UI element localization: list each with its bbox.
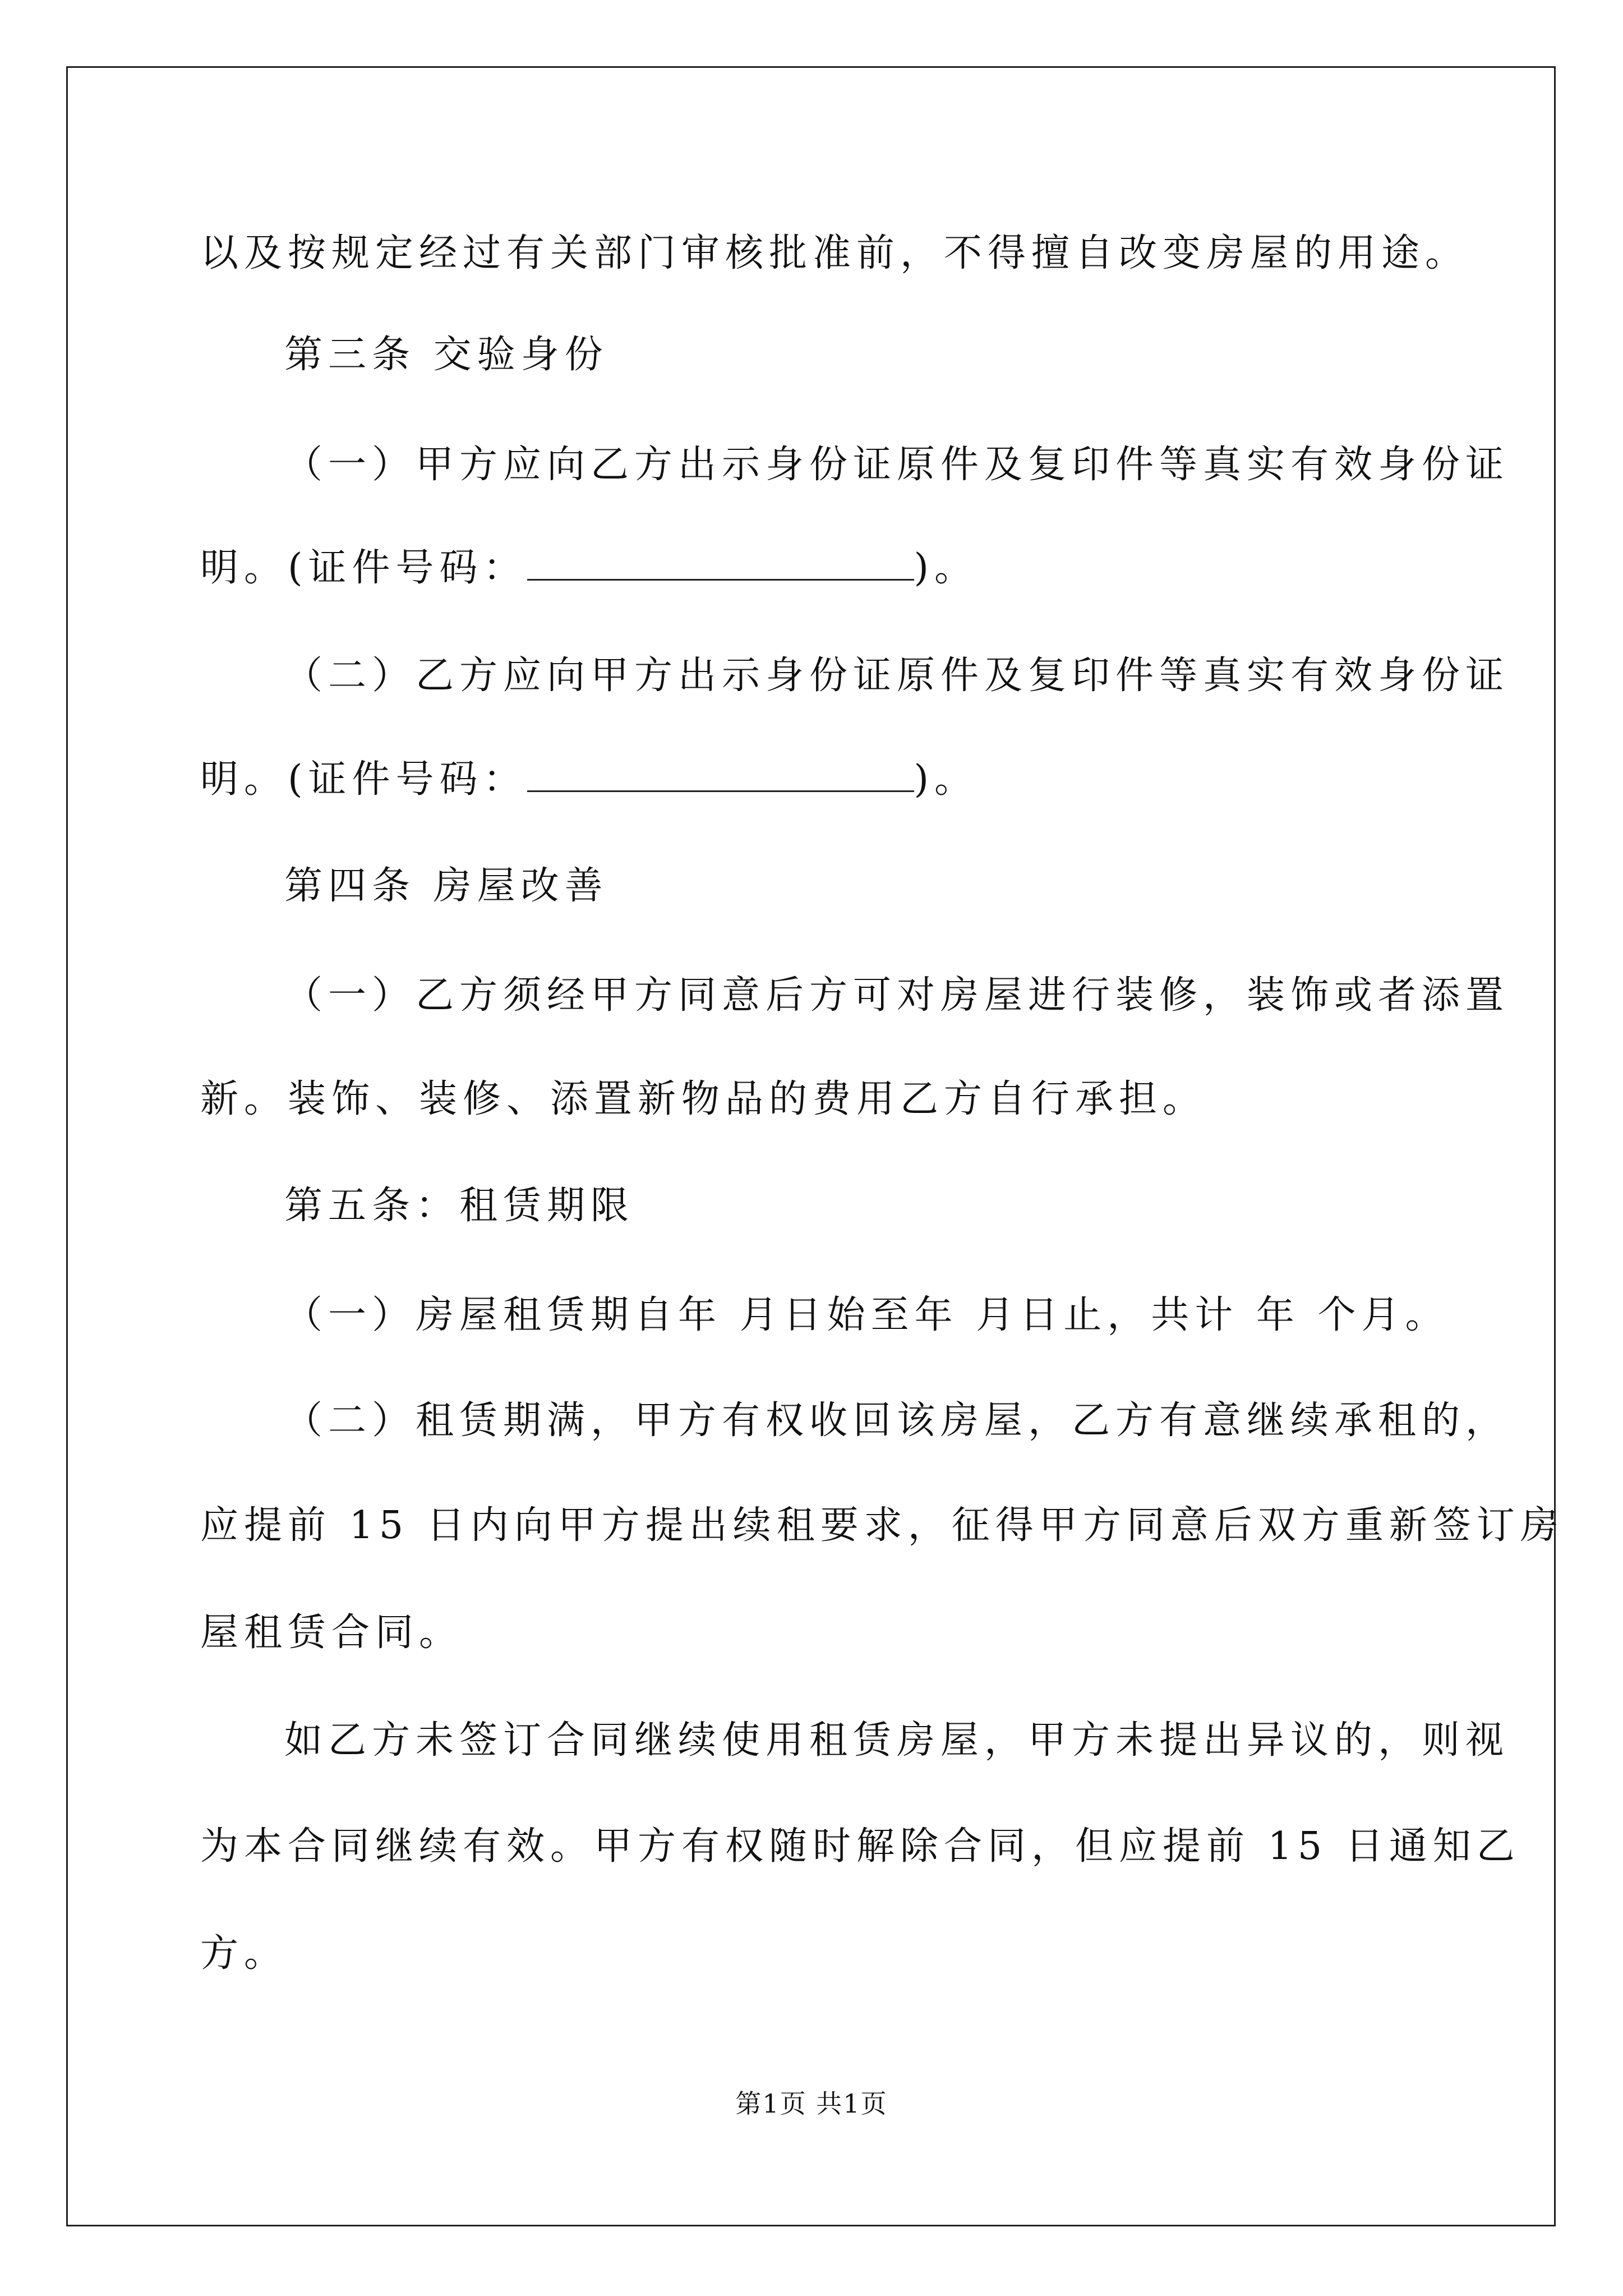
text-line-11: （一）房屋租赁期自年 月日始至年 月日止，共计 年 个月。 bbox=[284, 1293, 1449, 1337]
page-border bbox=[66, 66, 1556, 2226]
text-line-17: 方。 bbox=[200, 1931, 288, 1976]
text-line-15: 如乙方未签订合同继续使用租赁房屋，甲方未提出异议的，则视 bbox=[284, 1718, 1510, 1763]
id-close-1: )。 bbox=[914, 546, 979, 590]
article-4-heading: 第四条 房屋改善 bbox=[284, 864, 608, 908]
text-line-3: （一）甲方应向乙方出示身份证原件及复印件等真实有效身份证 bbox=[284, 443, 1510, 487]
text-line-13: 应提前 15 日内向甲方提出续租要求，征得甲方同意后双方重新签订房 bbox=[200, 1503, 1564, 1548]
text-line-5: （二）乙方应向甲方出示身份证原件及复印件等真实有效身份证 bbox=[284, 654, 1510, 698]
text-line-12: （二）租赁期满，甲方有权收回该房屋，乙方有意继续承租的， bbox=[284, 1398, 1510, 1443]
id-label-1: 明。(证件号码： bbox=[200, 546, 527, 590]
article-3-heading: 第三条 交验身份 bbox=[284, 333, 608, 377]
text-line-8: （一）乙方须经甲方同意后方可对房屋进行装修，装饰或者添置 bbox=[284, 973, 1510, 1018]
text-line-16: 为本合同继续有效。甲方有权随时解除合同，但应提前 15 日通知乙 bbox=[200, 1824, 1520, 1869]
text-line-14: 屋租赁合同。 bbox=[200, 1611, 463, 1655]
id-number-line-1 bbox=[200, 543, 978, 593]
text-line-1: 以及按规定经过有关部门审核批准前，不得擅自改变房屋的用途。 bbox=[200, 231, 1469, 275]
page-footer: 第1页 共1页 bbox=[735, 2088, 888, 2119]
id-number-line-2 bbox=[200, 754, 978, 805]
id-label-2: 明。(证件号码： bbox=[200, 757, 527, 802]
id-number-blank-2 bbox=[527, 758, 914, 792]
id-number-blank-1 bbox=[527, 546, 914, 581]
text-line-9: 新。装饰、装修、添置新物品的费用乙方自行承担。 bbox=[200, 1077, 1207, 1121]
id-close-2: )。 bbox=[914, 757, 979, 802]
article-5-heading: 第五条：租赁期限 bbox=[284, 1184, 635, 1228]
